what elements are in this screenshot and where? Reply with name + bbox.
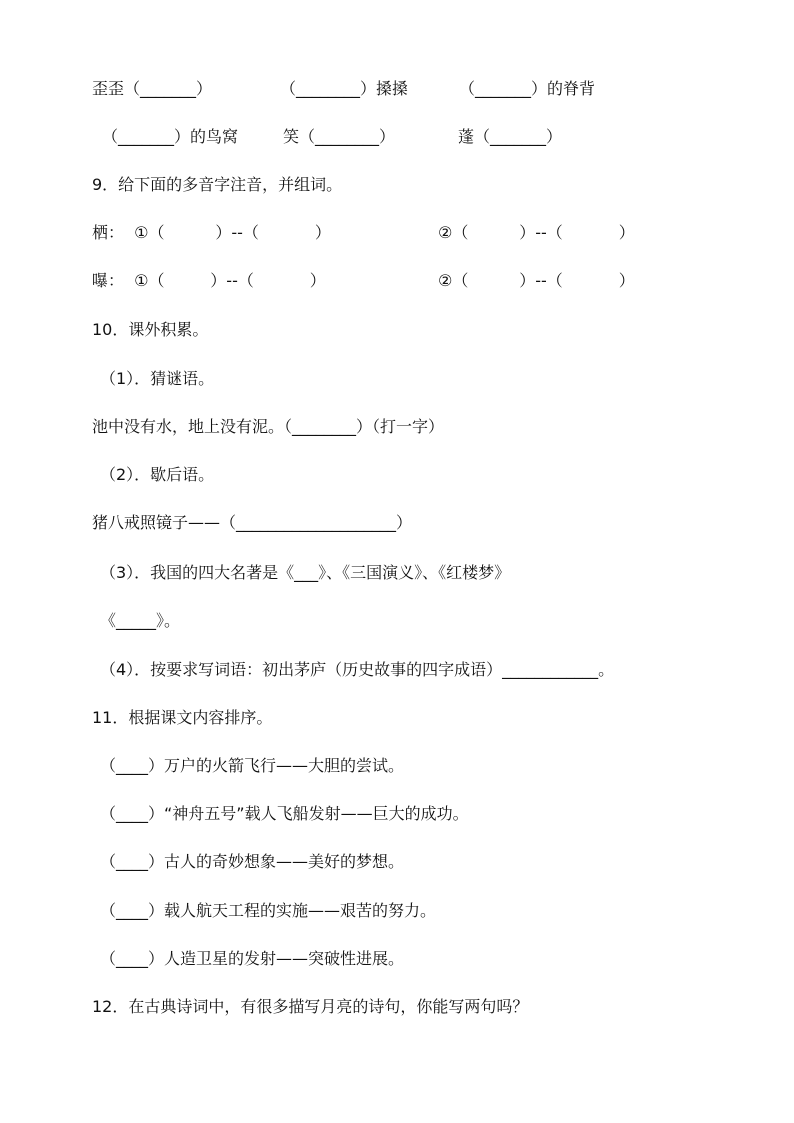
order-item: （____）“神舟五号”载人飞船发射——巨大的成功。: [100, 804, 469, 823]
q10-xiehouyu-heading: （2）．歇后语。: [100, 465, 215, 484]
question-10-title: 10．课外积累。: [92, 320, 209, 339]
q10-riddle-heading: （1）．猜谜语。: [100, 369, 215, 388]
phrase-blank-peng: 蓬（_______）: [458, 127, 563, 146]
question-12-title: 12．在古典诗词中，有很多描写月亮的诗句，你能写两句吗？: [92, 997, 529, 1016]
phrase-blank-xiao: 笑（________）: [283, 127, 396, 146]
order-item: （____）人造卫星的发射——突破性进展。: [100, 949, 405, 968]
q10-classics-cont: 《_____》。: [100, 611, 181, 630]
polyphone-qi-1: 栖： ①（ ）--（ ）: [92, 223, 331, 242]
polyphone-qi-2: ②（ ）--（ ）: [438, 223, 635, 242]
order-item: （____）古人的奇妙想象——美好的梦想。: [100, 852, 405, 871]
order-item: （____）万户的火箭飞行——大胆的尝试。: [100, 756, 405, 775]
polyphone-pu-2: ②（ ）--（ ）: [438, 271, 635, 290]
phrase-blank-niaowo: （_______）的鸟窝: [102, 127, 239, 146]
question-11-title: 11．根据课文内容排序。: [92, 708, 273, 727]
order-item: （____）载人航天工程的实施——艰苦的努力。: [100, 901, 437, 920]
phrase-blank-sangsang: （________）搡搡: [280, 79, 409, 98]
q10-idiom-text: （4）．按要求写词语：初出茅庐（历史故事的四字成语）____________。: [100, 660, 615, 679]
phrase-blank-waiwai: 歪歪（_______）: [92, 79, 213, 98]
phrase-blank-jibei: （_______）的脊背: [459, 79, 596, 98]
q10-classics-text: （3）．我国的四大名著是《___》、《三国演义》、《红楼梦》: [100, 563, 511, 582]
polyphone-pu-1: 嚗： ①（ ）--（ ）: [92, 271, 326, 290]
q10-xiehouyu-text: 猪八戒照镜子——（____________________）: [92, 513, 413, 532]
question-9-title: 9．给下面的多音字注音，并组词。: [92, 175, 343, 194]
q10-riddle-text: 池中没有水，地上没有泥。（________）（打一字）: [92, 417, 445, 436]
